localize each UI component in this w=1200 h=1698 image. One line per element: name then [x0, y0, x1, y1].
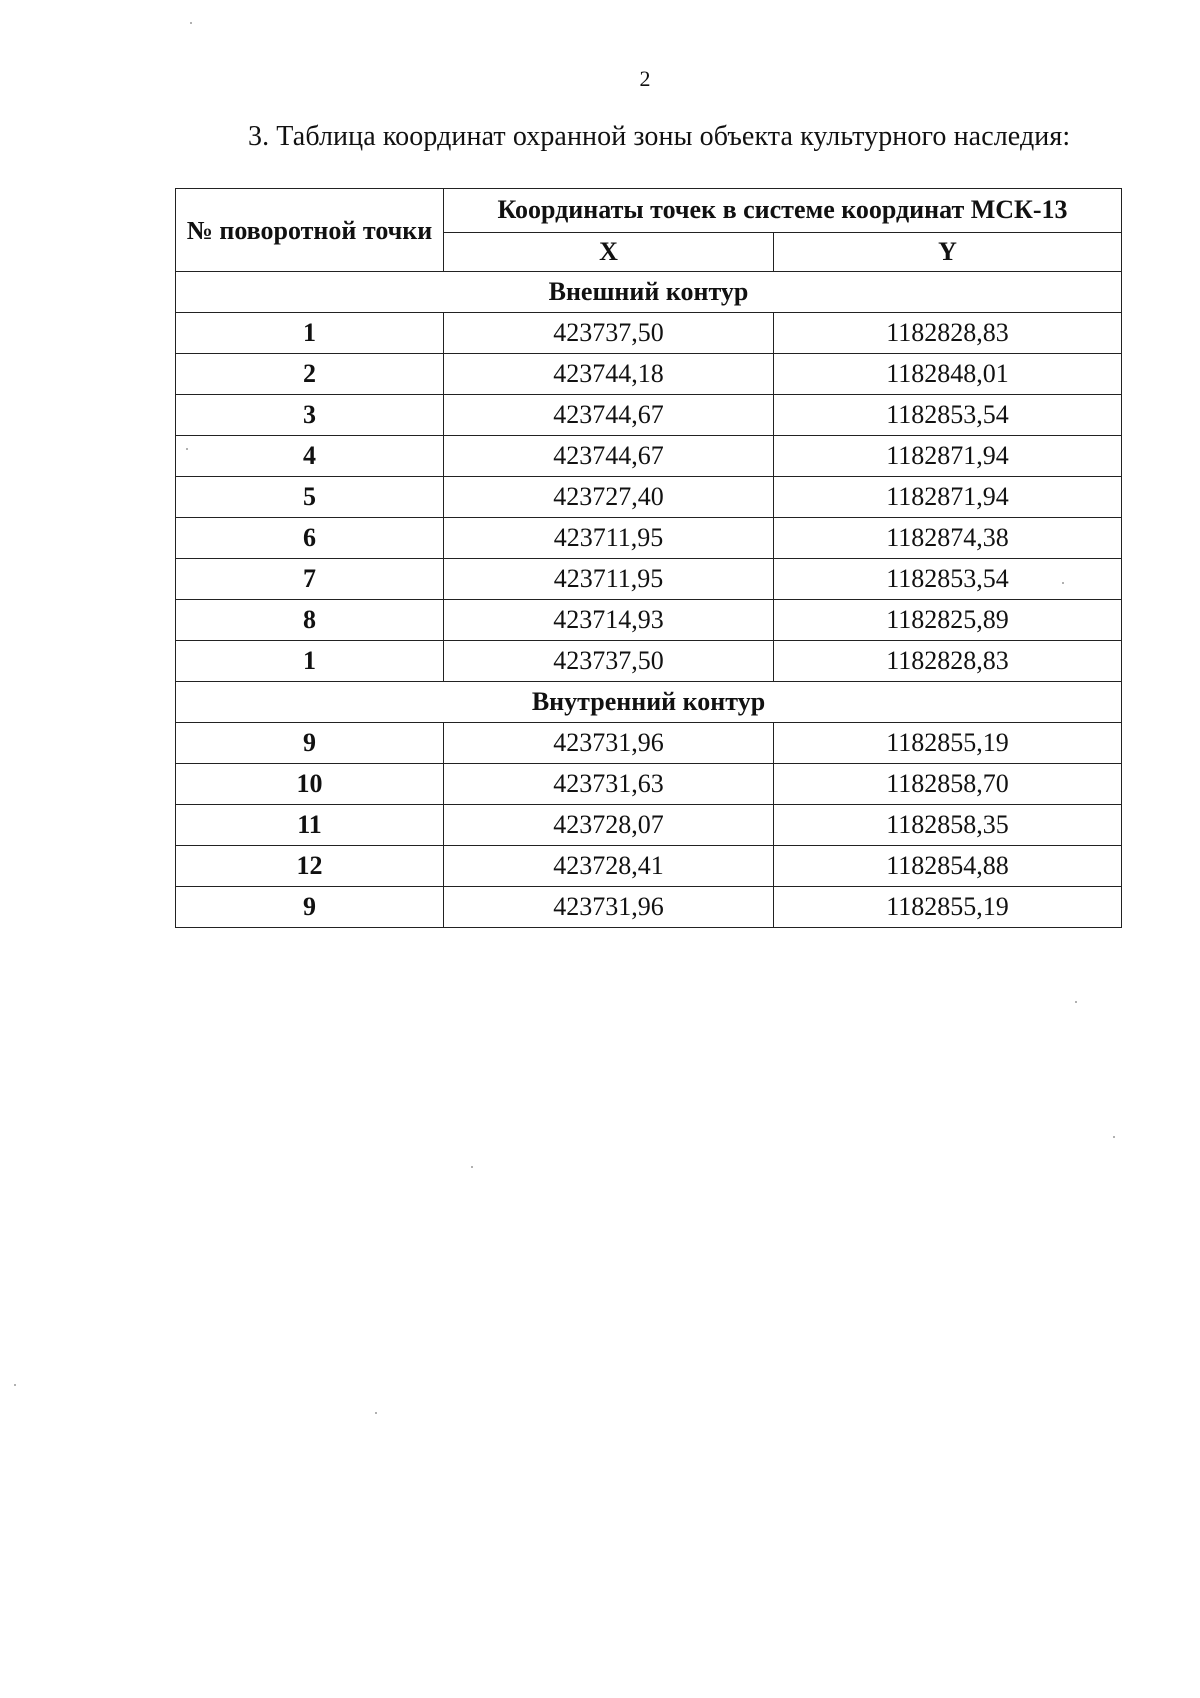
- header-y: Y: [774, 232, 1122, 271]
- table-row: [176, 805, 1122, 846]
- point-number: 9: [176, 887, 444, 928]
- y-value: 1182874,38: [774, 518, 1122, 559]
- x-value: 423744,18: [444, 354, 774, 395]
- y-value: 1182853,54: [774, 395, 1122, 436]
- table-row: [176, 887, 1122, 928]
- x-value: 423744,67: [444, 436, 774, 477]
- x-value: 423728,41: [444, 846, 774, 887]
- point-number: 1: [176, 313, 444, 354]
- scan-speck: [190, 22, 192, 24]
- table-row: [176, 846, 1122, 887]
- header-x: X: [444, 232, 774, 271]
- table-row: [176, 641, 1122, 682]
- table-row: [176, 395, 1122, 436]
- table-row: [176, 354, 1122, 395]
- table-heading: 3. Таблица координат охранной зоны объекта культурного наследия:: [248, 121, 1071, 152]
- x-value: 423731,96: [444, 887, 774, 928]
- point-number: 12: [176, 846, 444, 887]
- table-row: [176, 518, 1122, 559]
- x-value: 423727,40: [444, 477, 774, 518]
- y-value: 1182871,94: [774, 477, 1122, 518]
- scan-speck: [1075, 1001, 1077, 1003]
- table-row: [176, 313, 1122, 354]
- y-value: 1182855,19: [774, 723, 1122, 764]
- point-number: 7: [176, 559, 444, 600]
- page-number: 2: [639, 66, 651, 91]
- point-number: 5: [176, 477, 444, 518]
- section-title-outer: Внешний контур: [176, 272, 1122, 313]
- x-value: 423737,50: [444, 641, 774, 682]
- table-row: [176, 723, 1122, 764]
- point-number: 1: [176, 641, 444, 682]
- table-row: [176, 600, 1122, 641]
- y-value: 1182858,35: [774, 805, 1122, 846]
- y-value: 1182858,70: [774, 764, 1122, 805]
- table-row: [176, 477, 1122, 518]
- section-title-inner: Внутренний контур: [176, 682, 1122, 723]
- point-number: 4: [176, 436, 444, 477]
- y-value: 1182848,01: [774, 354, 1122, 395]
- point-number: 8: [176, 600, 444, 641]
- x-value: 423731,63: [444, 764, 774, 805]
- scan-speck: [14, 1384, 16, 1386]
- x-value: 423711,95: [444, 518, 774, 559]
- x-value: 423728,07: [444, 805, 774, 846]
- x-value: 423714,93: [444, 600, 774, 641]
- x-value: 423744,67: [444, 395, 774, 436]
- coordinates-table: [175, 188, 1122, 928]
- scan-speck: [1062, 582, 1064, 584]
- y-value: 1182855,19: [774, 887, 1122, 928]
- table-row: [176, 436, 1122, 477]
- y-value: 1182853,54: [774, 559, 1122, 600]
- point-number: 10: [176, 764, 444, 805]
- y-value: 1182828,83: [774, 313, 1122, 354]
- header-coordinates: Координаты точек в системе координат МСК-13: [444, 189, 1122, 233]
- point-number: 3: [176, 395, 444, 436]
- scan-speck: [186, 448, 188, 450]
- point-number: 2: [176, 354, 444, 395]
- y-value: 1182828,83: [774, 641, 1122, 682]
- y-value: 1182854,88: [774, 846, 1122, 887]
- point-number: 6: [176, 518, 444, 559]
- x-value: 423731,96: [444, 723, 774, 764]
- point-number: 11: [176, 805, 444, 846]
- header-point-number: № поворотной точки: [176, 189, 444, 272]
- table-row: [176, 559, 1122, 600]
- scan-speck: [1113, 1136, 1115, 1138]
- scan-speck: [375, 1412, 377, 1414]
- table-row: [176, 764, 1122, 805]
- y-value: 1182871,94: [774, 436, 1122, 477]
- point-number: 9: [176, 723, 444, 764]
- scan-speck: [471, 1166, 473, 1168]
- x-value: 423711,95: [444, 559, 774, 600]
- y-value: 1182825,89: [774, 600, 1122, 641]
- x-value: 423737,50: [444, 313, 774, 354]
